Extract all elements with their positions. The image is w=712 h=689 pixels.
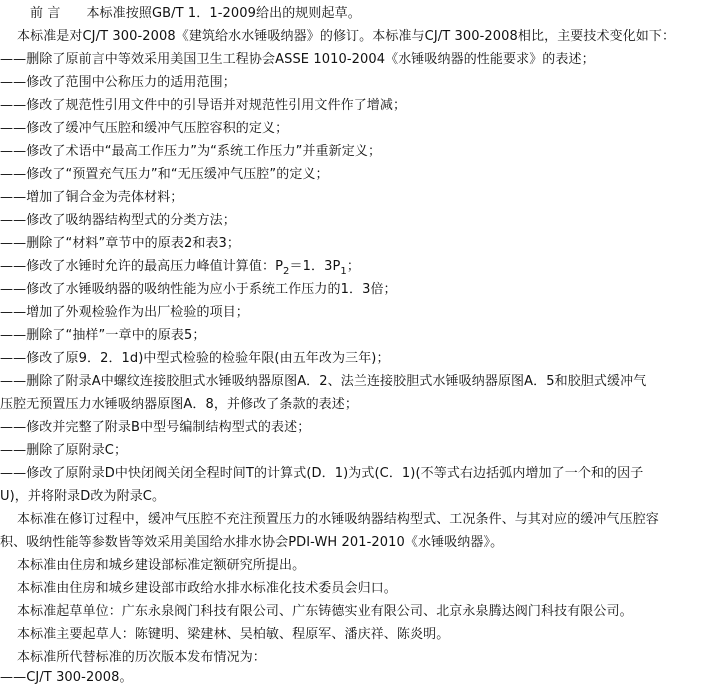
change-item: ——修改了吸纳器结构型式的分类方法； xyxy=(0,213,236,228)
preface-heading: 前 言 xyxy=(30,6,61,21)
appendix-a-change-line: ——删除了附录A中螺纹连接胶胆式水锤吸纳器原图A．2、法兰连接胶胆式水锤吸纳器原图A．5和胶胆式缓冲气 xyxy=(0,374,647,389)
change-item: ——修改了原9．2．1d)中型式检验的检验年限(由五年改为三年)； xyxy=(0,351,390,366)
proposer-line: 本标准由住房和城乡建设部标准定额研究所提出。 xyxy=(17,558,306,573)
change-item: ——修改并完整了附录B中型号编制结构型式的表述； xyxy=(0,420,311,435)
formula-subscript: 1 xyxy=(340,266,347,277)
history-intro-line: 本标准所代替标准的历次版本发布情况为： xyxy=(17,650,266,665)
change-item: ——修改了“预置充气压力”和“无压缓冲气压腔”的定义； xyxy=(0,167,329,182)
formula-subscript: 2 xyxy=(283,266,290,277)
adoption-paragraph-line: 积、吸纳性能等参数皆等效采用美国给水排水协会PDI-WH 201-2010《水锤吸纳器》。 xyxy=(0,535,504,550)
formula-text: ——修改了水锤时允许的最高压力峰值计算值：P xyxy=(0,259,284,274)
change-item: ——修改了术语中“最高工作压力”为“系统工作压力”并重新定义； xyxy=(0,144,382,159)
formula-text: ； xyxy=(346,259,360,274)
change-item: ——修改了缓冲气压腔和缓冲气压腔容积的定义； xyxy=(0,121,289,136)
change-item: ——删除了“材料”章节中的原表2和表3； xyxy=(0,236,241,251)
formula-text: ＝1．3P xyxy=(289,259,341,274)
change-item: ——修改了水锤吸纳器的吸纳性能为应小于系统工作压力的1．3倍； xyxy=(0,282,397,297)
change-item: ——删除了“抽样”一章中的原表5； xyxy=(0,328,206,343)
appendix-d-change-line: U)，并将附录D改为附录C。 xyxy=(0,489,166,504)
formula-change-item xyxy=(0,255,360,278)
drafters-line: 本标准主要起草人：陈键明、梁建林、吴柏敏、程原军、潘庆祥、陈炎明。 xyxy=(17,627,450,642)
administrator-line: 本标准由住房和城乡建设部市政给水排水标准化技术委员会归口。 xyxy=(17,581,397,596)
preface-first-line xyxy=(30,2,361,25)
adoption-paragraph-line: 本标准在修订过程中，缓冲气压腔不充注预置压力的水锤吸纳器结构型式、工况条件、与其对应的缓冲气压腔容 xyxy=(17,512,659,527)
change-item: ——修改了范围中公称压力的适用范围； xyxy=(0,75,236,90)
appendix-d-change-line: ——修改了原附录D中快闭阀关闭全程时间T的计算式(D．1)为式(C．1)(不等式右边括弧内增加了一个和的因子 xyxy=(0,466,644,481)
change-item: ——修改了规范性引用文件中的引导语并对规范性引用文件作了增减； xyxy=(0,98,407,113)
appendix-a-change-line: 压腔无预置压力水锤吸纳器原图A．8，并修改了条款的表述； xyxy=(0,397,358,412)
change-item: ——增加了铜合金为壳体材料； xyxy=(0,190,184,205)
change-item: ——删除了原附录C； xyxy=(0,443,128,458)
revision-summary: 本标准是对CJ/T 300-2008《建筑给水水锤吸纳器》的修订。本标准与CJ/T 300-2008相比，主要技术变化如下： xyxy=(17,29,676,44)
preface-intro: 本标准按照GB/T 1．1-2009给出的规则起草。 xyxy=(86,6,361,21)
change-item: ——删除了原前言中等效采用美国卫生工程协会ASSE 1010-2004《水锤吸纳器的性能要求》的表述； xyxy=(0,52,595,67)
change-item: ——增加了外观检验作为出厂检验的项目； xyxy=(0,305,249,320)
drafting-units-line: 本标准起草单位：广东永泉阀门科技有限公司、广东铸德实业有限公司、北京永泉腾达阀门科技有限公司。 xyxy=(17,604,633,619)
history-item: ——CJ/T 300-2008。 xyxy=(0,670,133,685)
